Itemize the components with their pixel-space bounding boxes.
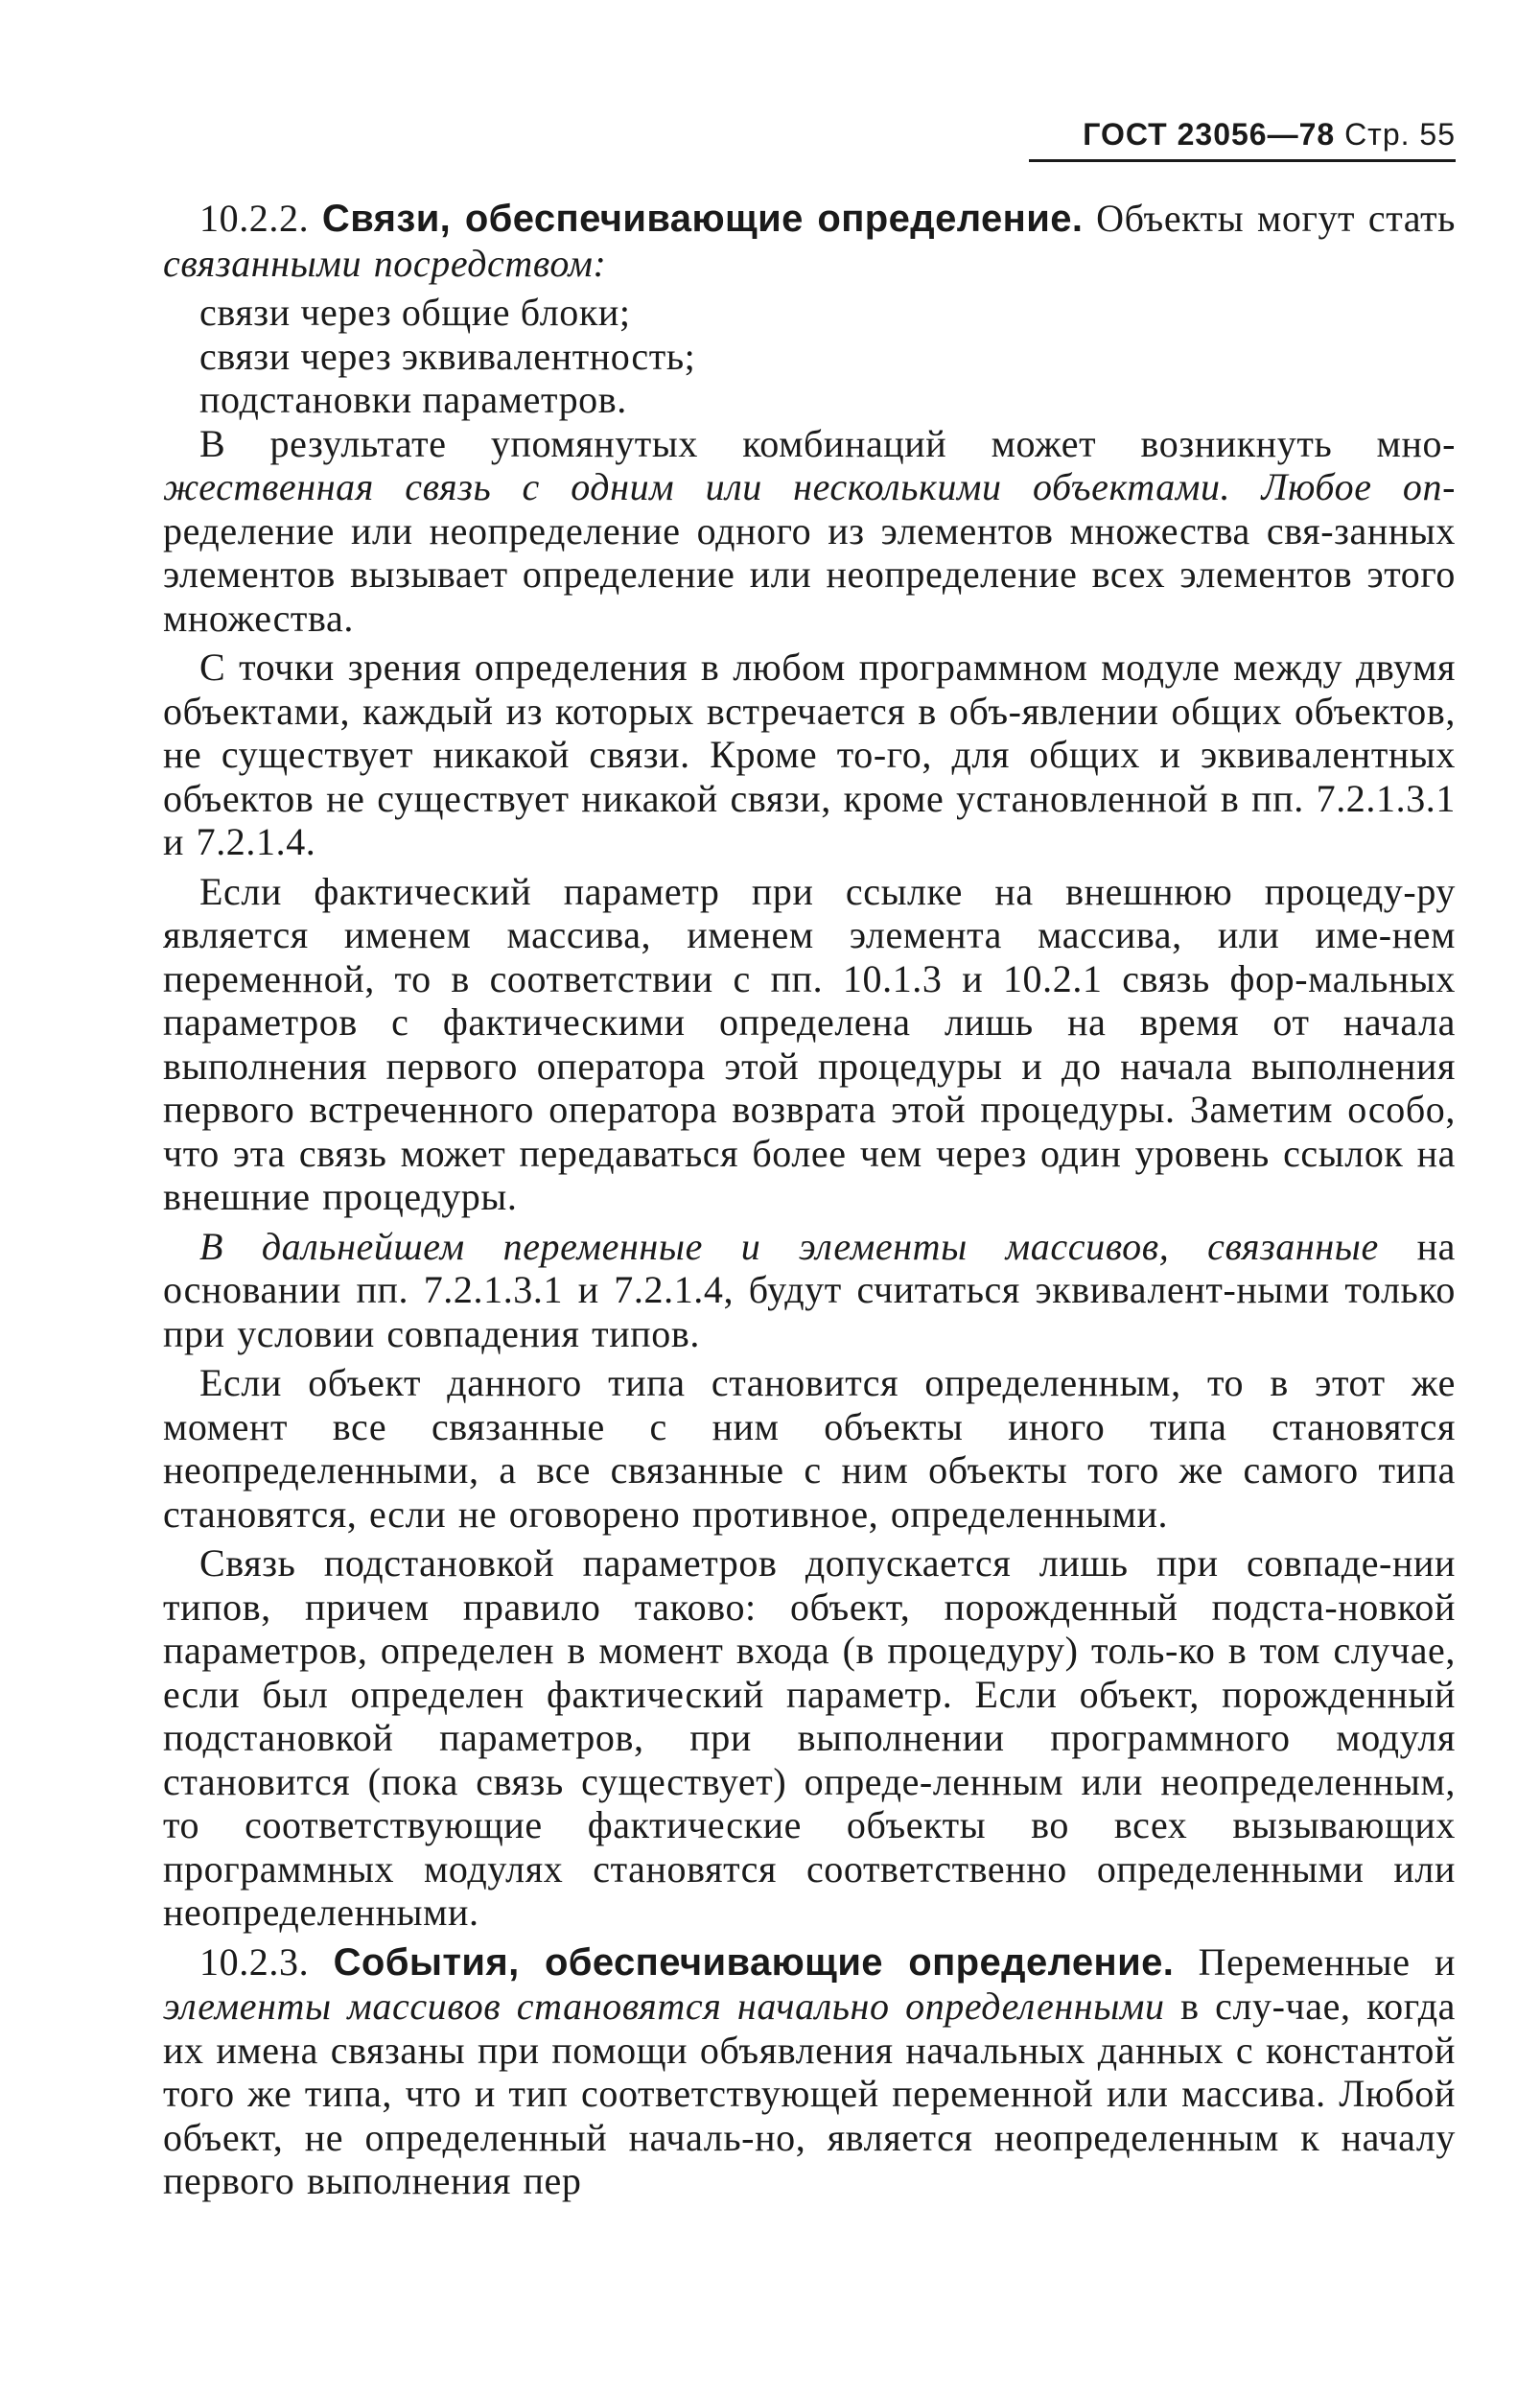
section-title: Связи, обеспечивающие определение.	[321, 198, 1084, 240]
paragraph-text: Переменные и	[1198, 1939, 1456, 1984]
paragraph-actual-parameter: Если фактический параметр при ссылке на внешнюю процеду-ру является именем массива, именем элемента массива, или име-нем переменной, то в соответствии с пп. 10.1.3 и 10.2.1 связь фор-мальных параметров с фактическими определена лишь на время от начала выполнения первого оператора этой процедуры и до начала выполнения первого встреченного оператора возврата этой процедуры. Заметим особо, что эта связь может передаваться более чем через один уровень ссылок на внешние процедуры.	[163, 869, 1456, 1218]
paragraph-text: в слу-чае, когда их имена связаны при помощи объявления начальных данных с константой того же типа, что и тип соответствующей переменной или массива. Любой объект, не определенный началь-но, является неопределенным к началу первого выполнения пер	[163, 1985, 1457, 2202]
paragraph-text: на основании пп. 7.2.1.3.1 и 7.2.1.4, будут считаться эквивалент-ными только при условии совпадения типов.	[163, 1224, 1456, 1355]
list-item: подстановки параметров.	[199, 378, 627, 421]
paragraph-equivalent-types	[163, 1225, 1456, 1356]
paragraph-text-italic: жественная связь с одним или несколькими объектами. Любое оп-	[163, 465, 1456, 508]
section-number: 10.2.3.	[199, 1939, 310, 1984]
paragraph-type-definition: Если объект данного типа становится определенным, то в этот же момент все связанные с ним объекты иного типа становятся неопределенными, а все связанные с ним объекты того же самого типа становятся, если не оговорено противное, определенными.	[163, 1361, 1456, 1536]
paragraph-parameter-substitution: Связь подстановкой параметров допускается лишь при совпаде-нии типов, причем правило таково: объект, порожденный подста-новкой параметров, определен в момент входа (в процедуру) толь-ко в том случае, если был определен фактический параметр. Если объект, порожденный подстановкой параметров, при выполнении программного модуля становится (пока связь существует) опреде-ленным или неопределенным, то соответствующие фактические объекты во всех вызывающих программных модулях становятся соответственно определенными или неопределенными.	[163, 1541, 1456, 1934]
intro-text-italic: связанными посредством:	[163, 241, 607, 285]
paragraph-text: ределение или неопределение одного из элементов множества свя-занных элементов вызывает определение или неопределение всех элементов этого множества.	[163, 508, 1456, 640]
paragraph-text-italic: В дальнейшем переменные и элементы массивов, связанные	[199, 1224, 1379, 1268]
section-number: 10.2.2.	[199, 197, 310, 240]
page-header	[1029, 113, 1456, 162]
section-title: События, обеспечивающие определение.	[333, 1940, 1175, 1984]
paragraph-10-2-2-intro	[163, 197, 1456, 285]
paragraph-text-italic: элементы массивов становятся начально определенными	[163, 1985, 1165, 2028]
paragraph-text: В результате упомянутых комбинаций может возникнуть мно-	[199, 421, 1456, 465]
main-text	[163, 197, 1456, 2209]
intro-text: Объекты могут стать	[1096, 197, 1457, 240]
page-number: Стр. 55	[1344, 117, 1456, 152]
paragraph-10-2-3	[163, 1940, 1456, 2203]
paragraph-multiple-links	[163, 422, 1456, 641]
standard-number: ГОСТ 23056—78	[1083, 117, 1336, 152]
list-item: связи через общие блоки;	[199, 291, 631, 334]
paragraph-common-objects: С точки зрения определения в любом программном модуле между двумя объектами, каждый из которых встречается в объ-явлении общих объектов, не существует никакой связи. Кроме то-го, для общих и эквивалентных объектов не существует никакой связи, кроме установленной в пп. 7.2.1.3.1 и 7.2.1.4.	[163, 646, 1456, 863]
list-item: связи через эквивалентность;	[199, 334, 696, 378]
